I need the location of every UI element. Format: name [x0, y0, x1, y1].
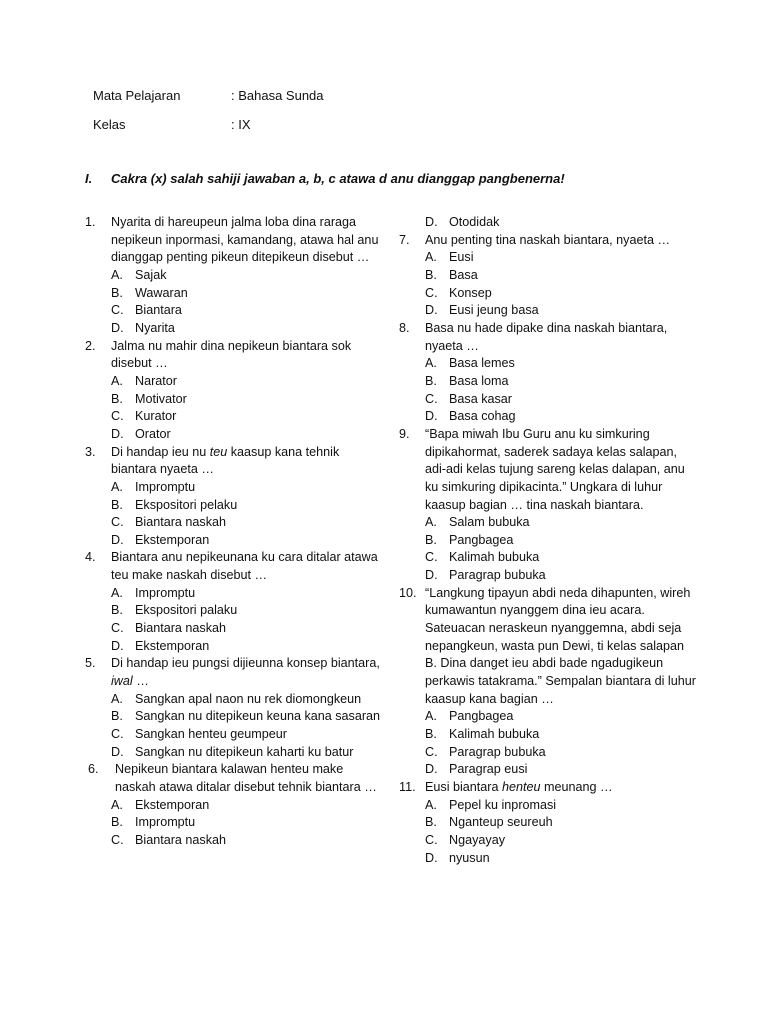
option-text: Sangkan nu ditepikeun keuna kana sasaran [135, 709, 381, 724]
option-letter: C. [425, 744, 438, 759]
question-text: “Langkung tipayun abdi neda dihapunten, wireh kumawantun nyanggem dina ieu acara. Sateuacan neraskeun nyanggemna, abdi seja nepangkeun, wasta pun Dewi, ti kelas salapan B. Dina danget ieu abdi bade ngadugikeun perkawis tatakrama.” Sempalan biantara di luhur kaasup kana bagian … [425, 585, 696, 706]
option-text: Biantara naskah [135, 515, 227, 530]
option-letter: B. [111, 285, 123, 300]
option-text: Basa kasar [449, 391, 512, 406]
option-b[interactable] [111, 497, 385, 515]
question-number: 7. [399, 232, 410, 247]
option-text: nyusun [449, 850, 490, 865]
option-letter: D. [111, 320, 124, 335]
option-b[interactable] [425, 532, 699, 550]
question-3 [85, 444, 385, 550]
option-letter: C. [425, 550, 438, 565]
question-text-emphasis: henteu [502, 780, 541, 794]
option-text: Konsep [449, 285, 492, 300]
question-text-part: meunang … [540, 780, 613, 794]
question-number: 8. [399, 320, 410, 335]
option-letter: B. [425, 727, 437, 742]
question-text: Basa nu hade dipake dina naskah biantara, nyaeta … [425, 320, 668, 353]
option-letter: D. [425, 215, 438, 229]
option-letter: B. [425, 532, 437, 547]
option-text: Basa loma [449, 373, 509, 388]
question-text-part: Di handap ieu pungsi dijieunna konsep biantara, [111, 656, 380, 671]
option-text: Eusi [449, 250, 474, 265]
option-text: Nganteup seureuh [449, 815, 553, 830]
option-c[interactable] [111, 302, 385, 320]
question-10 [399, 585, 699, 779]
option-text: Narator [135, 373, 177, 388]
option-letter: B. [111, 497, 123, 512]
option-letter: A. [425, 797, 437, 812]
option-a[interactable] [425, 708, 699, 726]
option-text: Ekspositori pelaku [135, 497, 238, 512]
option-letter: D. [425, 568, 438, 583]
option-text: Ekstemporan [135, 532, 210, 547]
option-letter: A. [111, 267, 123, 282]
option-text: Sangkan nu ditepikeun kaharti ku batur [135, 744, 354, 759]
question-text-part: kaasup kana tehnik biantara nyaeta … [111, 444, 340, 477]
option-text: Kurator [135, 409, 177, 424]
option-text: Biantara [135, 303, 182, 318]
instruction-text: Cakra (x) salah sahiji jawaban a, b, c atawa d anu dianggap pangbenerna! [111, 171, 565, 186]
question-text-part: Eusi biantara [425, 780, 503, 794]
option-c[interactable] [111, 620, 385, 638]
option-text: Basa lemes [449, 356, 515, 371]
question-text: “Bapa miwah Ibu Guru anu ku simkuring dipikahormat, saderek sadaya kelas salapan, adi-adi kelas tujung sareng kelas dalapan, anu ku simkuring dipikacinta.” Ungkara di luhur kaasup bagian … tina naskah biantara. [425, 426, 685, 512]
option-text: Salam bubuka [449, 515, 530, 530]
option-letter: D. [425, 850, 438, 865]
question-text [425, 779, 699, 797]
option-letter: A. [425, 515, 437, 530]
option-b[interactable] [111, 391, 385, 409]
option-text: Basa [449, 267, 478, 282]
option-c[interactable] [111, 408, 385, 426]
option-letter: B. [425, 815, 437, 830]
class-label: Kelas [93, 117, 126, 132]
option-letter: D. [111, 532, 124, 547]
option-text: Impromptu [135, 815, 196, 830]
class-value: : IX [231, 117, 251, 132]
option-d[interactable] [425, 850, 699, 868]
option-b[interactable] [111, 708, 385, 726]
option-d[interactable] [111, 426, 385, 444]
option-d[interactable] [425, 408, 699, 426]
option-d[interactable] [111, 638, 385, 656]
option-text: Paragrap bubuka [449, 744, 546, 759]
option-b[interactable] [111, 285, 385, 303]
option-b[interactable] [425, 267, 699, 285]
option-text: Paragrap bubuka [449, 568, 546, 583]
option-text: Ngayayay [449, 832, 506, 847]
option-letter: C. [425, 832, 438, 847]
option-letter: C. [425, 391, 438, 406]
option-a[interactable] [111, 585, 385, 603]
question-6 [85, 761, 385, 849]
option-letter: C. [111, 303, 124, 318]
question-text: Biantara anu nepikeunana ku cara ditalar atawa teu make naskah disebut … [111, 550, 378, 583]
option-a[interactable] [111, 479, 385, 497]
option-b[interactable] [425, 814, 699, 832]
option-text: Pangbagea [449, 709, 514, 724]
option-letter: B. [111, 391, 123, 406]
question-number: 9. [399, 426, 410, 441]
option-a[interactable] [425, 355, 699, 373]
option-text: Wawaran [135, 285, 188, 300]
question-text: Nepikeun biantara kalawan henteu make naskah atawa ditalar disebut tehnik biantara … [115, 762, 377, 794]
option-letter: B. [111, 603, 123, 618]
option-c[interactable] [111, 514, 385, 532]
option-d[interactable] [425, 214, 699, 232]
option-d[interactable] [111, 320, 385, 338]
option-text: Biantara naskah [135, 621, 227, 636]
option-text: Ekstemporan [135, 638, 210, 653]
option-text: Paragrap eusi [449, 762, 528, 777]
question-11 [399, 779, 699, 867]
question-number: 3. [85, 444, 96, 459]
question-number: 1. [85, 215, 96, 229]
option-b[interactable] [425, 726, 699, 744]
option-letter: B. [111, 815, 123, 830]
option-text: Kalimah bubuka [449, 550, 540, 565]
option-d[interactable] [111, 744, 385, 762]
option-text: Basa cohag [449, 409, 516, 424]
option-letter: C. [111, 727, 124, 742]
option-letter: A. [111, 373, 123, 388]
option-text: Kalimah bubuka [449, 727, 540, 742]
section-number: I. [85, 171, 93, 186]
option-letter: A. [111, 585, 123, 600]
option-letter: B. [111, 709, 123, 724]
option-letter: C. [111, 515, 124, 530]
question-text-part: … [132, 674, 149, 689]
option-b[interactable] [111, 602, 385, 620]
option-a[interactable] [111, 267, 385, 285]
question-text-emphasis: iwal [111, 674, 133, 689]
option-text: Impromptu [135, 585, 196, 600]
option-a[interactable] [111, 373, 385, 391]
question-column-right [399, 214, 699, 867]
option-text: Biantara naskah [135, 832, 227, 847]
option-letter: D. [111, 744, 124, 759]
question-text [111, 444, 385, 479]
option-b[interactable] [111, 814, 385, 832]
question-text: Anu penting tina naskah biantara, nyaeta … [425, 232, 671, 247]
option-letter: A. [425, 356, 437, 371]
question-text-part: Di handap ieu nu [111, 444, 210, 459]
option-c[interactable] [425, 391, 699, 409]
option-d[interactable] [425, 761, 699, 779]
option-text: Eusi jeung basa [449, 303, 539, 318]
option-letter: A. [111, 479, 123, 494]
option-a[interactable] [425, 797, 699, 815]
question-number: 6. [88, 762, 99, 777]
option-letter: C. [111, 409, 124, 424]
option-letter: C. [111, 832, 124, 847]
option-text: Sajak [135, 267, 167, 282]
option-c[interactable] [425, 285, 699, 303]
question-text-emphasis: teu [209, 444, 228, 459]
option-text: Sangkan apal naon nu rek diomongkeun [135, 691, 362, 706]
question-number: 11. [399, 780, 416, 794]
question-column-left [85, 214, 385, 850]
option-letter: D. [425, 303, 438, 318]
question-4 [85, 549, 385, 655]
question-text: Jalma nu mahir dina nepikeun biantara sok disebut … [111, 338, 352, 371]
option-c[interactable] [111, 726, 385, 744]
option-letter: B. [425, 267, 437, 282]
question-number: 2. [85, 338, 96, 353]
option-d[interactable] [425, 567, 699, 585]
option-letter: D. [111, 638, 124, 653]
subject-label: Mata Pelajaran [93, 88, 181, 103]
option-letter: B. [425, 373, 437, 388]
question-text [111, 655, 385, 690]
question-2 [85, 338, 385, 444]
option-text: Motivator [135, 391, 187, 406]
option-text: Otodidak [449, 215, 500, 229]
option-d[interactable] [111, 532, 385, 550]
option-letter: C. [425, 285, 438, 300]
option-letter: D. [425, 409, 438, 424]
option-letter: A. [425, 709, 437, 724]
question-number: 10. [399, 585, 417, 600]
option-text: Pepel ku inpromasi [449, 797, 557, 812]
option-text: Ekspositori palaku [135, 603, 238, 618]
option-c[interactable] [425, 832, 699, 850]
option-letter: A. [111, 797, 123, 812]
option-text: Ekstemporan [135, 797, 210, 812]
option-a[interactable] [425, 249, 699, 267]
option-c[interactable] [425, 549, 699, 567]
option-letter: A. [425, 250, 437, 265]
option-text: Orator [135, 426, 171, 441]
question-number: 5. [85, 656, 96, 671]
option-letter: A. [111, 691, 123, 706]
option-a[interactable] [111, 797, 385, 815]
option-letter: C. [111, 621, 124, 636]
question-1 [85, 214, 385, 338]
option-b[interactable] [425, 373, 699, 391]
question-9 [399, 426, 699, 585]
question-7 [399, 232, 699, 320]
question-text: Nyarita di hareupeun jalma loba dina raraga nepikeun inpormasi, kamandang, atawa hal anu dianggap penting pikeun ditepikeun disebut … [111, 215, 379, 265]
option-letter: D. [425, 762, 438, 777]
option-a[interactable] [111, 691, 385, 709]
subject-value: : Bahasa Sunda [231, 88, 324, 103]
option-letter: D. [111, 426, 124, 441]
option-c[interactable] [111, 832, 385, 850]
question-5 [85, 655, 385, 761]
question-8 [399, 320, 699, 426]
option-text: Nyarita [135, 320, 175, 335]
question-number: 4. [85, 550, 96, 565]
option-d[interactable] [425, 302, 699, 320]
option-a[interactable] [425, 514, 699, 532]
question-6-continued [399, 214, 699, 232]
option-text: Pangbagea [449, 532, 514, 547]
option-text: Impromptu [135, 479, 196, 494]
option-text: Sangkan henteu geumpeur [135, 727, 287, 742]
option-c[interactable] [425, 744, 699, 762]
